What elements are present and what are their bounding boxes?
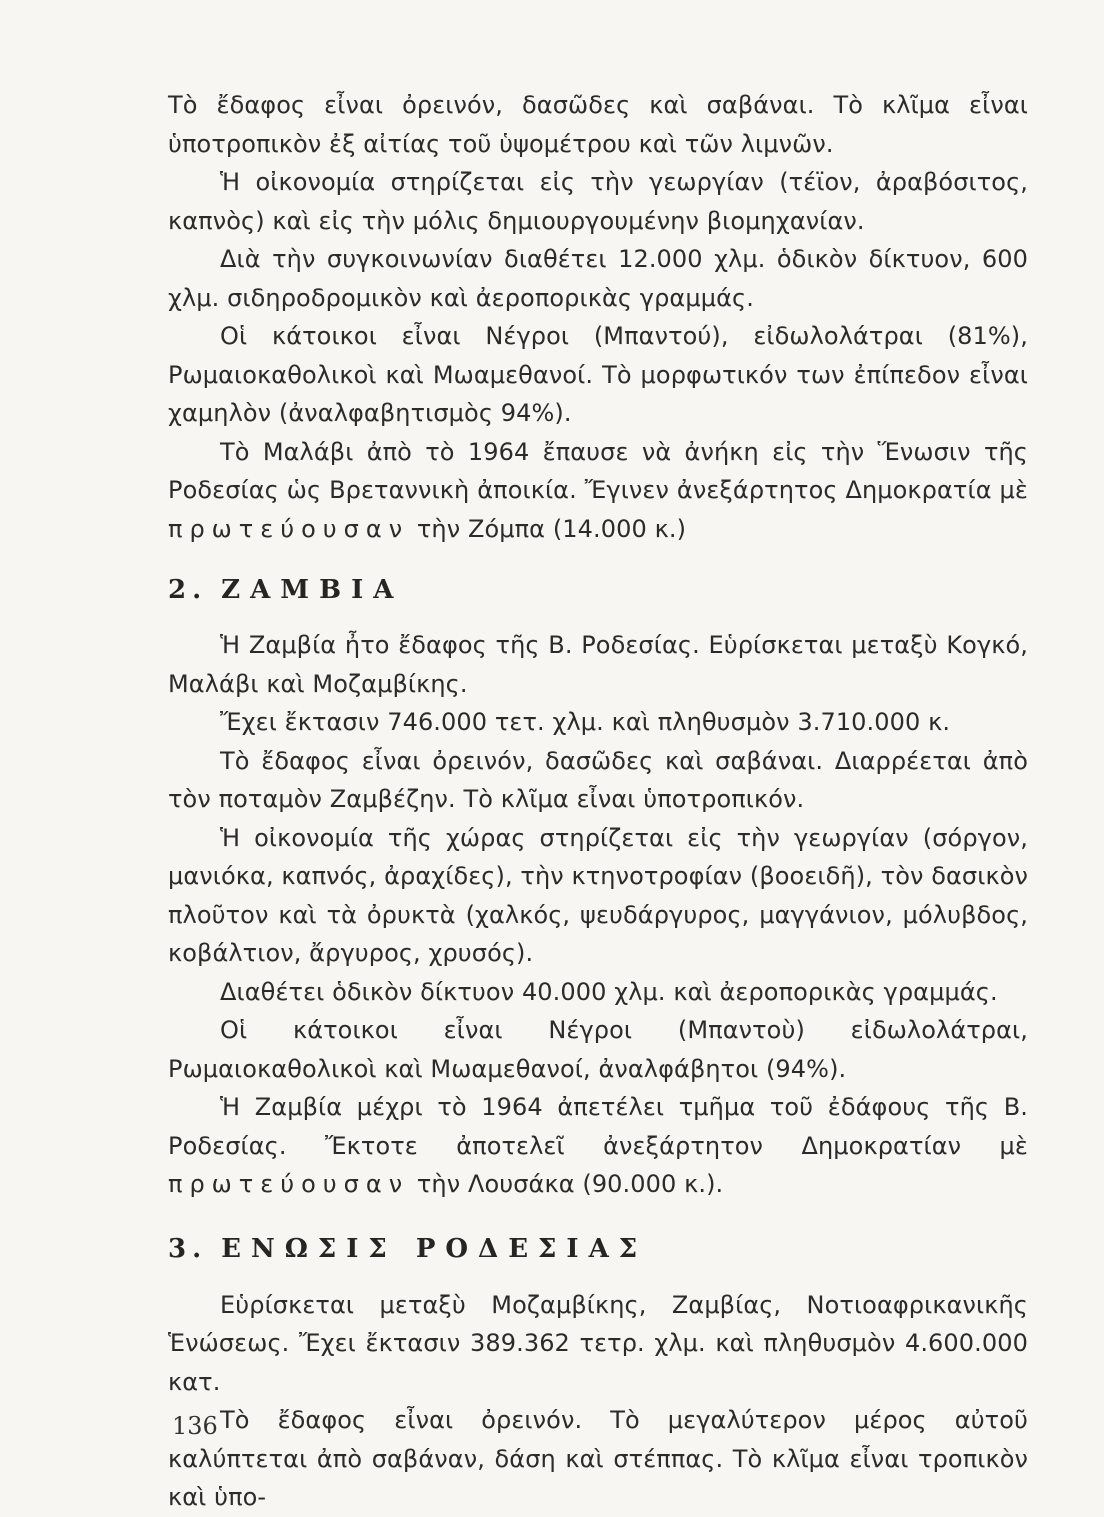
zambia-independence-text: Ἡ Ζαμβία μέχρι τὸ 1964 ἀπετέλει τμῆμα τοῦ ἐδάφους τῆς Β. Ροδεσίας. Ἔκτοτε ἀποτελεῖ ἀνεξάρτητον Δημοκρατίαν μὲ: [168, 1093, 1028, 1160]
paragraph-zambia-area: Ἔχει ἔκτασιν 746.000 τετ. χλμ. καὶ πληθυσμὸν 3.710.000 κ.: [220, 708, 951, 736]
capital-tail: τὴν Λουσάκα (90.000 κ.).: [416, 1170, 724, 1198]
section-number: 2.: [168, 575, 208, 605]
capital-word: πρωτεύουσαν: [168, 514, 410, 543]
paragraph-rhodesia-location: Εὑρίσκεται μεταξὺ Μοζαμβίκης, Ζαμβίας, Νοτιοαφρικανικῆς Ἑνώσεως. Ἔχει ἔκτασιν 389.362 τετρ. χλμ. καὶ πληθυσμὸν 4.600.000 κατ.: [168, 1290, 1028, 1396]
paragraph-population: Οἱ κάτοικοι εἶναι Νέγροι (Μπαντού), εἰδωλολάτραι (81%), Ρωμαιοκαθολικοὶ καὶ Μωαμεθανοί. Τὸ μορφωτικόν των ἐπίπεδον εἶναι χαμηλὸν (ἀναλφαβητισμὸς 94%).: [168, 322, 1028, 427]
paragraph-terrain: Τὸ ἔδαφος εἶναι ὀρεινόν, δασῶδες καὶ σαβάναι. Τὸ κλῖμα εἶναι ὑποτροπικὸν ἐξ αἰτίας τοῦ ὑψομέτρου καὶ τῶν λιμνῶν.: [168, 91, 1028, 158]
paragraph-independence: [168, 433, 1028, 549]
paragraph-zambia-population: Οἱ κάτοικοι εἶναι Νέγροι (Μπαντοὺ) εἰδωλολάτραι, Ρωμαιοκαθολικοὶ καὶ Μωαμεθανοί, ἀναλφάβητοι (94%).: [168, 1016, 1028, 1083]
paragraph-rhodesia-terrain: Τὸ ἔδαφος εἶναι ὀρεινόν. Τὸ μεγαλύτερον μέρος αὐτοῦ καλύπτεται ἀπὸ σαβάναν, δάση καὶ στέππας. Τὸ κλῖμα εἶναι τροπικὸν καὶ ὑπο-: [168, 1406, 1028, 1511]
section-heading-zambia: [168, 575, 1028, 605]
paragraph-zambia-transport: Διαθέτει ὁδικὸν δίκτυον 40.000 χλμ. καὶ ἀεροπορικὰς γραμμάς.: [220, 977, 998, 1006]
page-content: [168, 86, 1028, 1517]
paragraph-zambia-location: Ἡ Ζαμβία ἦτο ἔδαφος τῆς Β. Ροδεσίας. Εὑρίσκεται μεταξὺ Κογκό, Μαλάβι καὶ Μοζαμβίκης.: [168, 631, 1028, 698]
paragraph-zambia-economy: Ἡ οἰκονομία τῆς χώρας στηρίζεται εἰς τὴν γεωργίαν (σόργον, μανιόκα, καπνός, ἀραχίδες), τὴν κτηνοτροφίαν (βοοειδῆ), τὸν δασικὸν πλοῦτον καὶ τὰ ὀρυκτὰ (χαλκός, ψευδάργυρος, μαγγάνιον, μόλυβδος, κοβάλτιον, ἄργυρος, χρυσός).: [168, 823, 1028, 967]
section-title: ΖΑΜΒΙΑ: [221, 575, 404, 605]
paragraph-economy: Ἡ οἰκονομία στηρίζεται εἰς τὴν γεωργίαν (τέϊον, ἀραβόσιτος, καπνὸς) καὶ εἰς τὴν μόλις δημιουργουμένην βιομηχανίαν.: [168, 168, 1028, 235]
paragraph-zambia-terrain: Τὸ ἔδαφος εἶναι ὀρεινόν, δασῶδες καὶ σαβάναι. Διαρρέεται ἀπὸ τὸν ποταμὸν Ζαμβέζην. Τὸ κλῖμα εἶναι ὑποτροπικόν.: [168, 746, 1028, 813]
section-heading-rhodesia: [168, 1234, 1028, 1264]
capital-tail: τὴν Ζόμπα (14.000 κ.): [416, 514, 687, 543]
paragraph-transport: Διὰ τὴν συγκοινωνίαν διαθέτει 12.000 χλμ. ὁδικὸν δίκτυον, 600 χλμ. σιδηροδρομικὸν καὶ ἀεροπορικὰς γραμμάς.: [168, 245, 1028, 312]
capital-word: πρωτεύουσαν: [168, 1170, 410, 1198]
paragraph-zambia-independence: [168, 1088, 1028, 1204]
section-title: ΕΝΩΣΙΣ ΡΟΔΕΣΙΑΣ: [221, 1233, 648, 1264]
section-number: 3.: [168, 1233, 208, 1264]
page-number: 136: [172, 1412, 218, 1440]
independence-text: Τὸ Μαλάβι ἀπὸ τὸ 1964 ἔπαυσε νὰ ἀνήκη εἰς τὴν Ἕνωσιν τῆς Ροδεσίας ὡς Βρεταννικὴ ἀποικία. Ἔγινεν ἀνεξάρτητος Δημοκρατία μὲ: [168, 437, 1028, 504]
